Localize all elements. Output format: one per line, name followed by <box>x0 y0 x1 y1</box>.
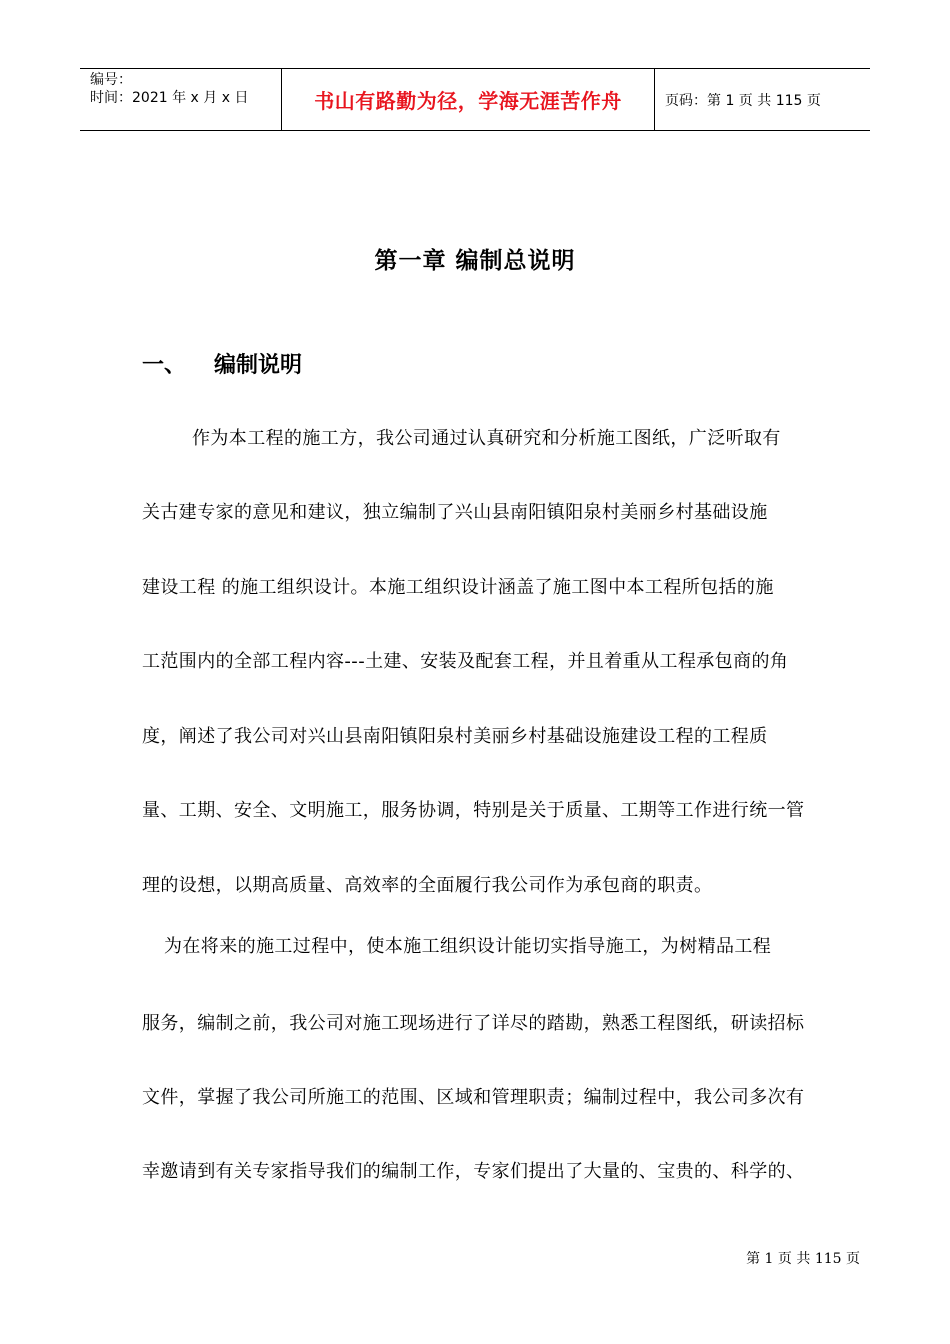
header-meta-cell <box>80 69 282 130</box>
paragraph-line: 关古建专家的意见和建议，独立编制了兴山县南阳镇阳泉村美丽乡村基础设施 <box>142 502 768 523</box>
chapter-title: 第一章 编制总说明 <box>374 248 576 274</box>
paragraph-line: 量、工期、安全、文明施工，服务协调，特别是关于质量、工期等工作进行统一管 <box>142 800 805 821</box>
document-time-label: 时间：2021 年 x 月 x 日 <box>90 90 249 106</box>
header-motto-cell <box>282 69 655 130</box>
page-footer: 第 1 页 共 115 页 <box>746 1251 860 1267</box>
paragraph-line: 幸邀请到有关专家指导我们的编制工作，专家们提出了大量的、宝贵的、科学的、 <box>142 1161 805 1182</box>
paragraph-line: 为在将来的施工过程中，使本施工组织设计能切实指导施工，为树精品工程 <box>164 936 772 957</box>
paragraph-line: 理的设想，以期高质量、高效率的全面履行我公司作为承包商的职责。 <box>142 875 713 896</box>
header-page-info: 页码：第 1 页 共 115 页 <box>665 92 821 109</box>
section-number: 一、 <box>142 353 187 378</box>
page-header <box>80 68 870 131</box>
paragraph-line: 工范围内的全部工程内容---土建、安装及配套工程，并且着重从工程承包商的角 <box>142 651 789 672</box>
paragraph-line: 建设工程 的施工组织设计。本施工组织设计涵盖了施工图中本工程所包括的施 <box>142 577 774 598</box>
paragraph-line: 度，阐述了我公司对兴山县南阳镇阳泉村美丽乡村基础设施建设工程的工程质 <box>142 726 768 747</box>
document-number-label: 编号： <box>90 72 132 88</box>
paragraph-line: 文件，掌握了我公司所施工的范围、区域和管理职责；编制过程中，我公司多次有 <box>142 1087 805 1108</box>
paragraph-line: 作为本工程的施工方，我公司通过认真研究和分析施工图纸，广泛听取有 <box>192 428 781 449</box>
section-title: 编制说明 <box>214 353 303 378</box>
header-motto: 书山有路勤为径，学海无涯苦作舟 <box>314 89 622 113</box>
header-page-cell <box>655 69 870 130</box>
section-heading <box>142 348 302 379</box>
paragraph-line: 服务，编制之前，我公司对施工现场进行了详尽的踏勘，熟悉工程图纸，研读招标 <box>142 1013 805 1034</box>
